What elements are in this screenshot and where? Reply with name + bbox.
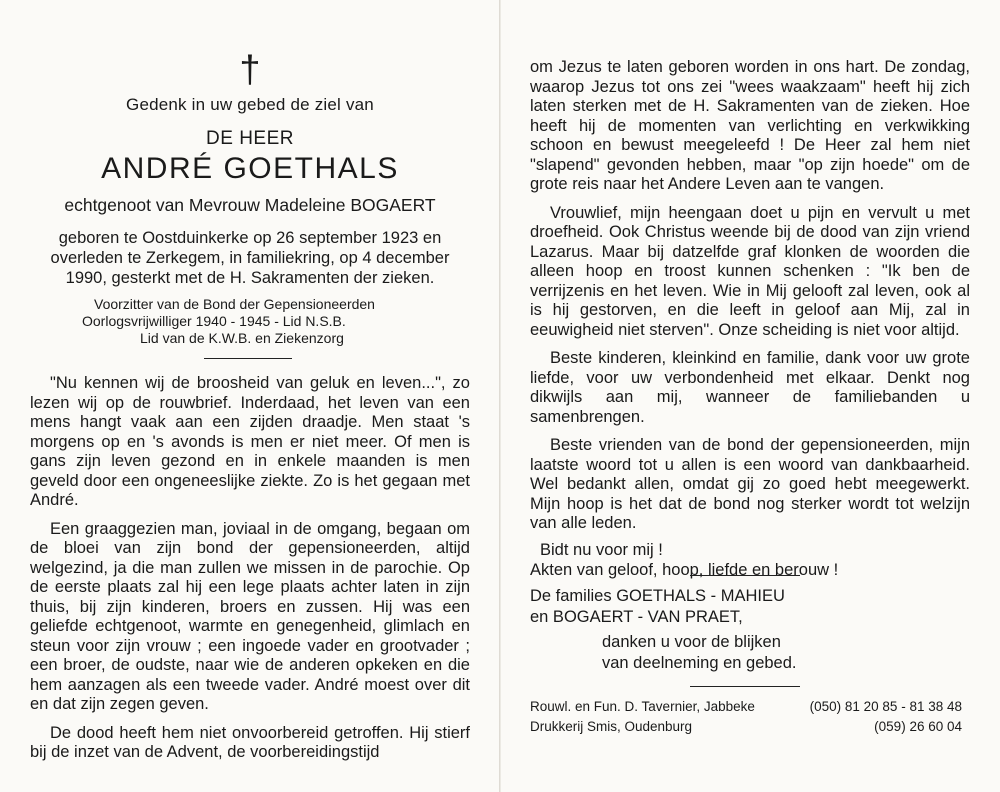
remembrance-line: Gedenk in uw gebed de ziel van xyxy=(126,95,374,114)
divider xyxy=(690,575,800,576)
function-item: Voorzitter van de Bond der Gepensioneerden xyxy=(94,296,375,312)
functions-list xyxy=(30,296,470,347)
divider xyxy=(690,686,800,687)
printer-row xyxy=(530,697,970,717)
divider xyxy=(204,358,292,359)
printer-phone: (059) 26 60 04 xyxy=(874,719,962,734)
spouse-line: echtgenoot van Mevrouw Madeleine BOGAERT xyxy=(64,195,436,215)
cross-icon: † xyxy=(239,49,261,91)
printer-name: Drukkerij Smis, Oudenburg xyxy=(530,719,693,734)
printer-credits xyxy=(530,697,970,737)
paragraph: "Nu kennen wij de broosheid van geluk en leven...", zo lezen wij op de rouwbrief. Inderdaad, het leven van een mens hangt vaak aan een zijden draadje. Men staat 's morgens op en 's avonds is men er niet meer. Of men is gans zijn leven gezond en in enkele maanden is men geveld door een ongeneeslijke ziekte. Zo is het gegaan met André. xyxy=(30,374,470,509)
thanks-line: danken u voor de blijken xyxy=(602,633,781,651)
function-item: Lid van de K.W.B. en Ziekenzorg xyxy=(140,330,344,346)
thanks-line: van deelneming en gebed. xyxy=(602,654,797,672)
closing-line: Akten van geloof, hoop, liefde en berouw ! xyxy=(530,561,839,579)
printer-name: Rouwl. en Fun. D. Tavernier, Jabbeke xyxy=(530,699,755,714)
paragraph: om Jezus te laten geboren worden in ons hart. De zondag, waarop Jezus tot ons zei "wees waakzaam" heeft hij zich laten sterken met de H. Sakramenten van de zieken. Hoe heeft hij de momenten van verlichting en verkwikking schoon en bewust meegeleefd ! De Heer zal hem niet "slapend" gevonden hebben, maar "op zijn hoede" om de grote reis naar het Andere Leven aan te vangen. xyxy=(530,58,970,193)
thanks-note xyxy=(602,632,797,674)
honorific: DE HEER xyxy=(206,128,294,149)
printer-row xyxy=(530,717,970,737)
left-body-text xyxy=(30,374,470,763)
paragraph: Beste kinderen, kleinkind en familie, dank voor uw grote liefde, voor uw verbondenheid met elkaar. Denkt nog dikwijls aan mij, wanneer de familiebanden u samenbrengen. xyxy=(530,349,970,426)
paragraph: De dood heeft hem niet onvoorbereid getroffen. Hij stierf bij de inzet van de Advent, de voorbereidingstijd xyxy=(30,723,470,761)
paragraph: Een graaggezien man, joviaal in de omgang, begaan om de bloei van zijn bond der gepensioneerden, altijd welgezind, ja die man zullen we missen in de parochie. Op de eerste plaats zal hij een lege plaats achter laten in zijn thuis, bij zijn kinderen, broers en zussen. Hij was een geliefde echtgenoot, warmte en genegenheid, glimlach en steun voor zijn vrouw ; een ingoede vader en grootvader ; een broer, de oudste, naar wie de anderen opkeken en die hem aanzagen als een tweede vader. André moest over dit en dat zijn zegen geven. xyxy=(30,519,470,713)
deceased-name: ANDRÉ GOETHALS xyxy=(101,152,399,185)
families xyxy=(530,586,970,628)
family-line: en BOGAERT - VAN PRAET, xyxy=(530,608,743,626)
closing-prayer xyxy=(530,540,970,580)
printer-phone: (050) 81 20 85 - 81 38 48 xyxy=(809,699,962,714)
family-line: De families GOETHALS - MAHIEU xyxy=(530,587,785,605)
closing-line: Bidt nu voor mij ! xyxy=(540,541,663,559)
right-body-text xyxy=(530,58,970,534)
paragraph: Beste vrienden van de bond der gepensioneerden, mijn laatste woord tot u allen is een woord van dankbaarheid. Wel bedankt allen, omdat gij zo goed hebt meegewerkt. Mijn hoop is het dat de bond nog sterker wordt tot welzijn van alle leden. xyxy=(530,436,970,532)
function-item: Oorlogsvrijwilliger 1940 - 1945 - Lid N.S.B. xyxy=(82,313,346,329)
paragraph: Vrouwlief, mijn heengaan doet u pijn en vervult u met droefheid. Ook Christus weende bij de dood van zijn vriend Lazarus. Maar bij datzelfde graf klonken de woorden die alleen hoop en troost kunnen schenken : "Ik ben de verrijzenis en het leven. Wie in Mij gelooft zal leven, ook al is hij gestorven, en die leeft in geloof aan Mij, zal in eeuwigheid niet sterven". Onze scheiding is niet voor altijd. xyxy=(530,203,970,339)
birth-death-info: geboren te Oostduinkerke op 26 september 1923 en overleden te Zerkegem, in familiekring, op 4 december 1990, gesterkt met de H. Sakramenten der zieken. xyxy=(50,229,450,287)
card-fold xyxy=(499,0,501,792)
